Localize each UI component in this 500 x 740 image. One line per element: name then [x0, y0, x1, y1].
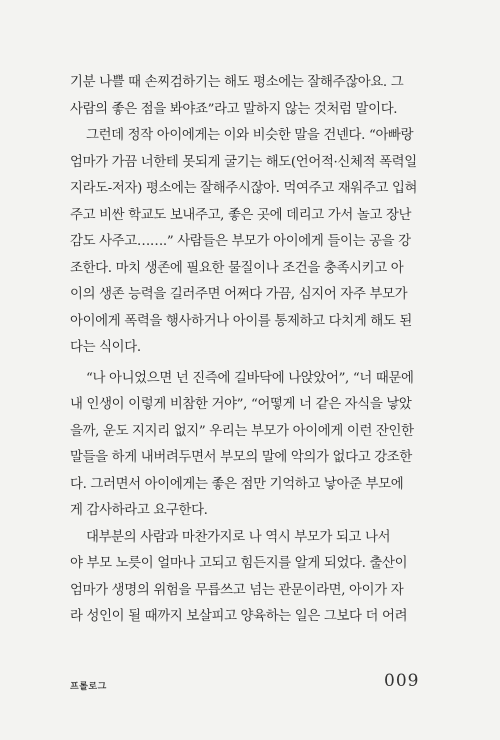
text-line: 엄마가 생명의 위험을 무릅쓰고 넘는 관문이라면, 아이가 자 — [70, 582, 404, 598]
text-line: 내 인생이 이렇게 비참한 거야”, “어떻게 너 같은 자식을 낳았 — [70, 397, 412, 412]
text-line: 라 성인이 될 때까지 보살피고 양육하는 일은 그보다 더 어려 — [70, 609, 408, 624]
page-number: 009 — [384, 671, 420, 691]
text-line: 이의 생존 능력을 길러주면 어쩌다 가끔, 심지어 자주 부모가 — [70, 287, 408, 302]
text-line: 기분 나쁠 때 손찌검하기는 해도 평소에는 잘해주잖아요. 그 — [70, 75, 404, 90]
text-line: 주고 비싼 학교도 보내주고, 좋은 곳에 데리고 가서 놀고 장난 — [70, 207, 412, 223]
text-line: 감도 사주고…….” 사람들은 부모가 아이에게 들이는 공을 강 — [70, 234, 411, 249]
paragraph-2 — [70, 123, 432, 362]
paragraph-1 — [70, 70, 432, 123]
text-line: 지라도-저자) 평소에는 잘해주시잖아. 먹여주고 재워주고 입혀 — [70, 181, 418, 196]
body-text — [70, 70, 432, 631]
text-line: 아이에게 폭력을 행사하거나 아이를 통제하고 다치게 해도 된 — [70, 313, 412, 329]
running-footer-section: 프롤로그 — [70, 682, 107, 692]
text-line: 게 감사하라고 요구한다. — [70, 503, 208, 518]
text-line: 사람의 좋은 점을 봐야죠”라고 말하지 않는 것처럼 말이다. — [70, 101, 398, 117]
text-line: 다. 그러면서 아이에게는 좋은 점만 기억하고 낳아준 부모에 — [70, 476, 404, 492]
paragraph-3 — [70, 366, 432, 525]
text-line: 야 부모 노릇이 얼마나 고되고 힘든지를 알게 되었다. 출산이 — [70, 556, 408, 571]
text-line: 을까, 운도 지지리 없지” 우리는 부모가 아이에게 이런 잔인한 — [70, 423, 414, 439]
text-line: 다는 식이다. — [70, 340, 141, 355]
paragraph-4 — [70, 525, 432, 631]
text-line: 조한다. 마치 생존에 필요한 물질이나 조건을 충족시키고 아 — [70, 260, 404, 276]
text-line: 엄마가 가끔 너한테 못되게 굴기는 해도(언어적·신체적 폭력일 — [70, 154, 417, 170]
text-line: “나 아니었으면 넌 진즉에 길바닥에 나앉았어”, “너 때문에 — [86, 370, 414, 386]
text-line: 말들을 하게 내버려두면서 부모의 말에 악의가 없다고 강조한 — [70, 450, 412, 465]
text-line: 그런데 정작 아이에게는 이와 비슷한 말을 건넨다. “아빠랑 — [86, 128, 414, 143]
text-line: 대부분의 사람과 마찬가지로 나 역시 부모가 되고 나서 — [86, 529, 391, 545]
